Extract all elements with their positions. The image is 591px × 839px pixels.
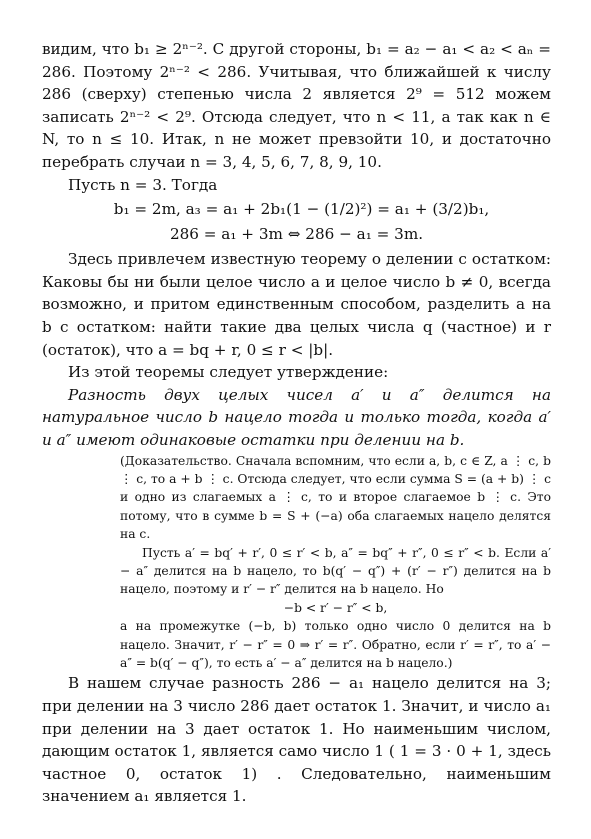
proof-inequality: −b < r′ − r″ < b, — [283, 600, 388, 615]
formula-2: 286 = a₁ + 3m ⇔ 286 − a₁ = 3m. — [169, 225, 424, 244]
proof-paragraph-2: Пусть a′ = bq′ + r′, 0 ≤ r′ < b, a″ = bq″ + r″, 0 ≤ r″ < b. Если a′ − a″ делится на b нацело, то b(q′ − q″) + (r′ − r″) делится на b нацело, поэтому и r′ − r″ делится на b нацело. Но — [120, 545, 551, 597]
paragraph-1: видим, что b₁ ≥ 2ⁿ⁻². С другой стороны, b₁ = a₂ − a₁ < a₂ < aₙ = 286. Поэтому 2ⁿ⁻² < 286. Учитывая, что ближайшей к числу 286 (сверху) степенью числа 2 является 2⁹ = 512 можем записать 2ⁿ⁻² < 2⁹. Отсюда следует, что n < 11, а так как n ∈ N, то n ≤ 10. Итак, n не может превзойти 10, и достаточно перебрать случаи n = 3, 4, 5, 6, 7, 8, 9, 10. — [42, 40, 551, 171]
proof-paragraph-1: (Доказательство. Сначала вспомним, что если a, b, c ∈ Z, a ⋮ c, b ⋮ c, то a + b ⋮ c. Отсюда следует, что если сумма S = (a + b) ⋮ c и одно из слагаемых a ⋮ c, то и второе слагаемое b ⋮ c. Это потому, что в сумме b = S + (−a) оба слагаемых нацело делятся на c. — [120, 453, 551, 542]
paragraph-6: В нашем случае разность 286 − a₁ нацело делится на 3; при делении на 3 число 286 дает остаток 1. Значит, и число a₁ при делении на 3 дает остаток 1. Но наименьшим числом, дающим остаток 1, является само число 1 ( 1 = 3 · 0 + 1, здесь частное 0, остаток 1) . Следовательно, наименьшим значением a₁ является 1. — [42, 674, 551, 806]
formula-1: b₁ = 2m, a₃ = a₁ + 2b₁(1 − (1/2)²) = a₁ + (3/2)b₁, — [113, 200, 490, 219]
statement: Разность двух целых чисел a′ и a″ делится на натуральное число b нацело тогда и только тогда, когда a′ и a″ имеют одинаковые остатки при делении на b. — [42, 385, 551, 449]
paragraph-2: Пусть n = 3. Тогда — [68, 175, 218, 194]
paragraph-4: Из этой теоремы следует утверждение: — [68, 363, 389, 382]
proof-paragraph-3: а на промежутке (−b, b) только одно число 0 делится на b нацело. Значит, r′ − r″ = 0 ⇒ r′ = r″. Обратно, если r′ = r″, то a′ − a″ = b(q′ − q″), то есть a′ − a″ делится на b нацело.) — [120, 619, 551, 670]
paragraph-3: Здесь привлечем известную теорему о делении с остатком: Каковы бы ни были целое число a и целое число b ≠ 0, всегда возможно, и притом единственным способом, разделить a на b с остатком: найти такие два целых числа q (частное) и r (остаток), что a = bq + r, 0 ≤ r < |b|. — [42, 250, 551, 359]
